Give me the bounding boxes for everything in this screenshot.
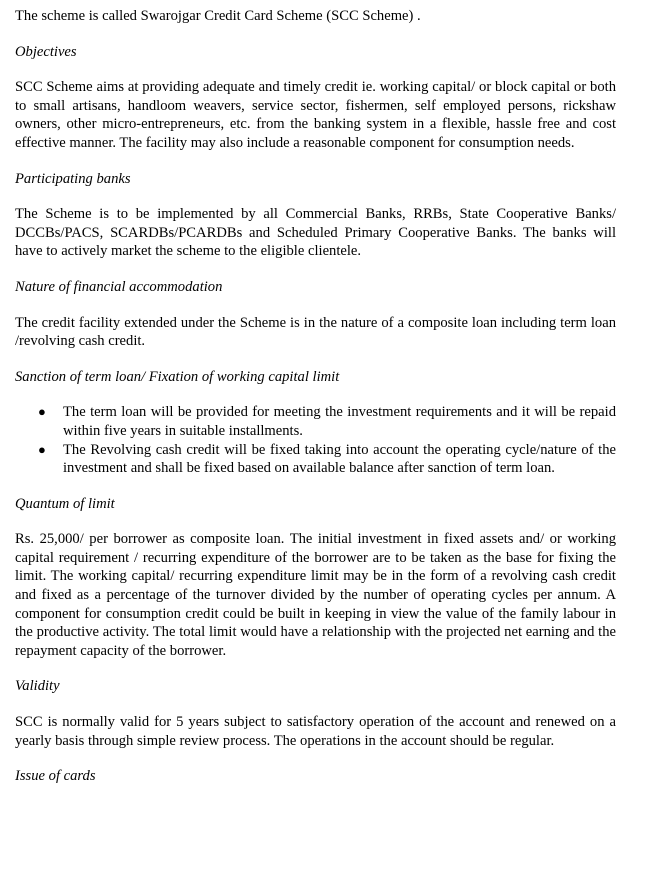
participating-banks-body: The Scheme is to be implemented by all Commercial Banks, RRBs, State Cooperative Banks/ DCCBs/PACS, SCARDBs/PCARDBs and Scheduled Primary Cooperative Banks. The banks will have to actively market the scheme to the eligible clientele. <box>15 206 616 260</box>
objectives-heading: Objectives <box>15 43 77 60</box>
sanction-heading: Sanction of term loan/ Fixation of working capital limit <box>15 368 340 385</box>
objectives-body: SCC Scheme aims at providing adequate and timely credit ie. working capital/ or block capital or both to small artisans, handloom weavers, service sector, fishermen, self employed persons, rickshaw owners, other micro-entrepreneurs, etc. from the banking system in a flexible, hassle free and cost effective manner. The facility may also include a reasonable component for consumption needs. <box>15 79 616 151</box>
nature-body: The credit facility extended under the Scheme is in the nature of a composite loan including term loan /revolving cash credit. <box>15 314 616 350</box>
validity-body: SCC is normally valid for 5 years subject to satisfactory operation of the account and renewed on a yearly basis through simple review process. The operations in the account should be regular. <box>15 714 616 749</box>
list-item <box>38 403 616 440</box>
quantum-heading: Quantum of limit <box>15 495 115 512</box>
list-item <box>38 441 616 478</box>
validity-heading: Validity <box>15 678 60 695</box>
list-item-text: The term loan will be provided for meeting the investment requirements and it will be repaid within five years in suitable installments. <box>63 404 616 439</box>
quantum-body: Rs. 25,000/ per borrower as composite loan. The initial investment in fixed assets and/ or working capital requirement / recurring expenditure of the borrower are to be taken as the base for fixing the limit. The working capital/ recurring expenditure limit may be in the form of a revolving cash credit and fixed as a percentage of the turnover divided by the number of operating cycles per annum. A component for consumption credit could be built in keeping in view the value of the family labour in the productive activity. The total limit would have a relationship with the projected net earning and the repayment capacity of the borrower. <box>15 531 616 659</box>
document-title: The scheme is called Swarojgar Credit Card Scheme (SCC Scheme) . <box>15 8 421 24</box>
issue-of-cards-heading: Issue of cards <box>15 768 96 785</box>
nature-heading: Nature of financial accommodation <box>15 278 223 295</box>
bullet-icon: ● <box>38 441 46 457</box>
list-item-text: The Revolving cash credit will be fixed taking into account the operating cycle/nature of the investment and shall be fixed based on available balance after sanction of term loan. <box>63 441 616 477</box>
sanction-list <box>15 403 616 477</box>
participating-banks-heading: Participating banks <box>15 170 131 187</box>
bullet-icon: ● <box>38 404 46 420</box>
